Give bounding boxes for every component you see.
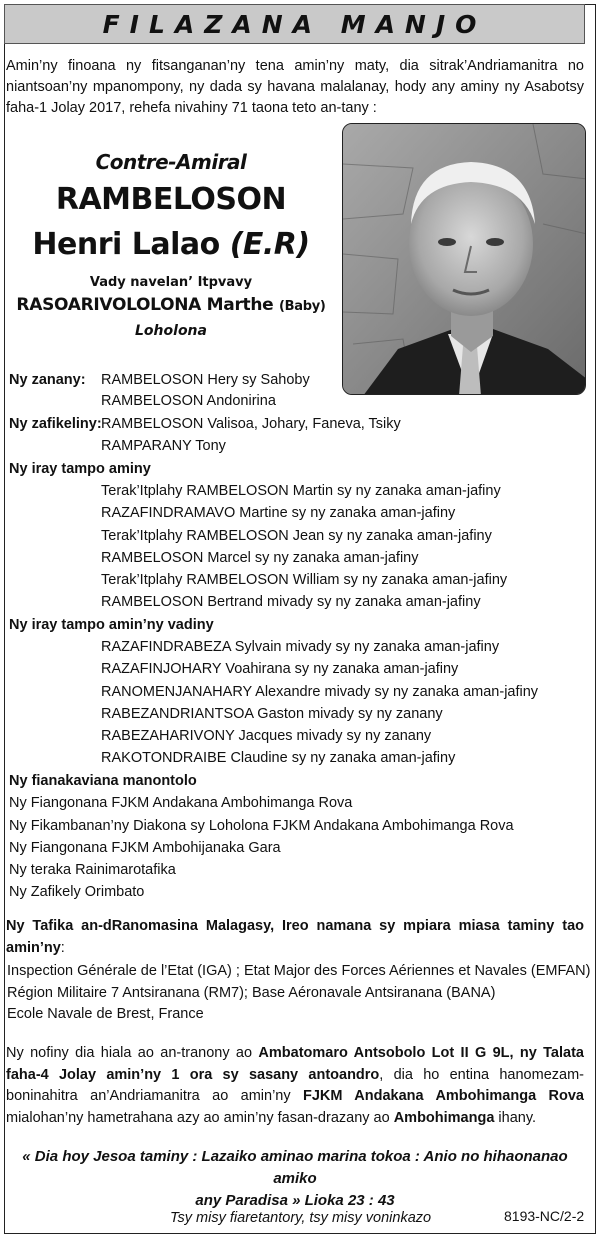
siblings-item: Terak’Itplahy RAMBELOSON Martin sy ny zanaka aman-jafiny <box>101 483 501 499</box>
wider-family-item: Ny Zafikely Orimbato <box>9 884 145 900</box>
bible-quote <box>6 1146 584 1212</box>
wider-family-item: Ny Fiangonana FJKM Andakana Ambohimanga Rova <box>9 795 353 811</box>
wider-family-label: Ny fianakaviana manontolo <box>9 773 197 789</box>
funeral-tomb: Ambohimanga <box>393 1109 495 1126</box>
page-title: FILAZANA MANJO <box>102 9 487 39</box>
funeral-church: FJKM Andakana Ambohimanga Rova <box>302 1088 584 1104</box>
wider-family-item: Ny Fiangonana FJKM Ambohijanaka Gara <box>9 840 281 856</box>
in-laws-item: RAZAFINDRABEZA Sylvain mivady sy ny zanaka aman-jafiny <box>101 639 500 655</box>
deceased-surname: RAMBELOSON <box>55 182 287 217</box>
spouse-nickname: (Baby) <box>279 299 326 314</box>
siblings-item: Terak’Itplahy RAMBELOSON Jean sy ny zanaka aman-jafiny <box>101 528 492 544</box>
header-banner <box>4 4 585 44</box>
funeral-text-4: ihany. <box>494 1109 537 1126</box>
siblings-item: RAZAFINDRAMAVO Martine sy ny zanaka aman-jafiny <box>101 505 456 521</box>
funeral-text-2: , dia ho entina hanomezam-boninahitra an’Andriamanitra ao amin’ny <box>6 1066 584 1104</box>
grandchildren-item: RAMPARANY Tony <box>101 438 226 454</box>
siblings-item: RAMBELOSON Bertrand mivady sy ny zanaka aman-jafiny <box>101 594 481 610</box>
deceased-given-names <box>6 227 336 262</box>
in-laws-item: RAKOTONDRAIBE Claudine sy ny zanaka aman-jafiny <box>101 750 456 766</box>
children-item: RAMBELOSON Andonirina <box>101 393 276 409</box>
siblings-label: Ny iray tampo aminy <box>9 461 151 477</box>
in-laws-item: RABEZAHARIVONY Jacques mivady sy ny zanany <box>101 728 432 744</box>
grandchildren-item: RAMBELOSON Valisoa, Johary, Faneva, Tsiky <box>101 416 401 432</box>
children-item: RAMBELOSON Hery sy Sahoby <box>101 372 310 388</box>
children-label: Ny zanany: <box>9 372 86 388</box>
retired-suffix: (E.R) <box>229 227 310 262</box>
reference-code: 8193-NC/2-2 <box>504 1208 585 1224</box>
quote-line: any Paradisa » Lioka 23 : 43 <box>195 1192 395 1209</box>
intro-paragraph: Amin’ny finoana ny fitsanganan’ny tena amin’ny maty, dia sitrak’Andriamanitra no niantsoan’ny mpanompony, ny dada sy havana malalanay, hody any aminy ny Asabotsy faha-1 Jolay 2017, rehefa nivahiny 71 taona teto an-tany : <box>6 58 584 116</box>
footer-note: Tsy misy fiaretantory, tsy misy voninkazo <box>170 1210 432 1226</box>
navy-heading <box>6 916 584 959</box>
wider-family-item: Ny teraka Rainimarotafika <box>9 862 176 878</box>
quote-line: « Dia hoy Jesoa taminy : Lazaiko aminao marina tokoa : Anio no hihaonanao amiko <box>22 1148 568 1187</box>
spouse-name <box>6 295 336 315</box>
siblings-item: RAMBELOSON Marcel sy ny zanaka aman-jafiny <box>101 550 419 566</box>
spouse-label: Vady navelan’ Itpvavy <box>89 275 253 290</box>
spouse-role: Loholona <box>135 323 207 339</box>
portrait-photo <box>342 123 586 395</box>
portrait-photo-icon <box>343 124 586 395</box>
navy-heading-text: Ny Tafika an-dRanomasina Malagasy, Ireo namana sy mpiara miasa taminy tao amin’ny <box>6 918 584 956</box>
given-names-text: Henri Lalao <box>32 227 220 262</box>
rank-title: Contre-Amiral <box>95 150 247 174</box>
funeral-location: Ambatomaro Antsobolo Lot II G 9L, ny Talata faha-4 Jolay amin’ny 1 ora sy sasany antoandro <box>6 1045 584 1083</box>
in-laws-label: Ny iray tampo amin’ny vadiny <box>9 617 214 633</box>
in-laws-item: RABEZANDRIANTSOA Gaston mivady sy ny zanany <box>101 706 443 722</box>
navy-heading-colon: : <box>60 939 65 956</box>
funeral-paragraph <box>6 1043 584 1129</box>
navy-unit-line: Région Militaire 7 Antsiranana (RM7); Base Aéronavale Antsiranana (BANA) <box>7 985 496 1001</box>
spouse-name-text: RASOARIVOLOLONA Marthe <box>16 295 274 315</box>
in-laws-item: RAZAFINJOHARY Voahirana sy ny zanaka aman-jafiny <box>101 661 459 677</box>
in-laws-item: RANOMENJANAHARY Alexandre mivady sy ny zanaka aman-jafiny <box>101 684 539 700</box>
grandchildren-label: Ny zafikeliny: <box>9 416 102 432</box>
funeral-text-1: Ny nofiny dia hiala ao an-tranony ao <box>6 1045 259 1061</box>
funeral-text-3: mialohan’ny hametrahana azy ao amin’ny fasan-drazany ao <box>6 1109 394 1126</box>
navy-unit-line: Ecole Navale de Brest, France <box>7 1006 204 1022</box>
wider-family-item: Ny Fikambanan’ny Diakona sy Loholona FJKM Andakana Ambohimanga Rova <box>9 818 514 834</box>
navy-unit-line: Inspection Générale de l’Etat (IGA) ; Etat Major des Forces Aériennes et Navales (EMFAN) <box>7 963 591 979</box>
siblings-item: Terak’Itplahy RAMBELOSON William sy ny zanaka aman-jafiny <box>101 572 508 588</box>
